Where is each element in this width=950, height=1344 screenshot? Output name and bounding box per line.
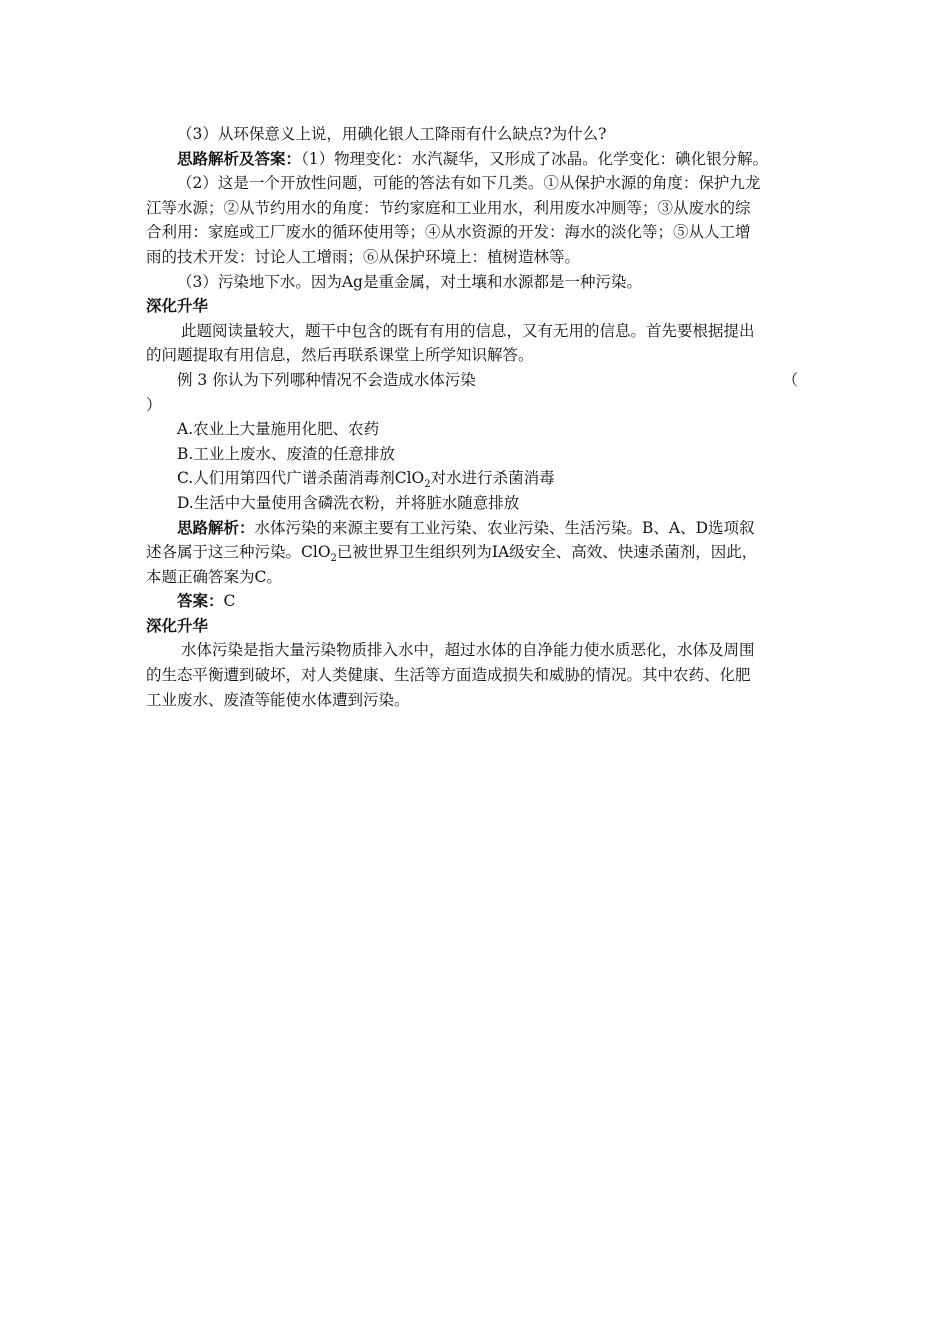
section-paragraph-line: 工业废水、废渣等能使水体遭到污染。 bbox=[146, 690, 410, 709]
section-paragraph-line: 水体污染是指大量污染物质排入水中，超过水体的自净能力使水质恶化，水体及周围 bbox=[181, 641, 755, 660]
question-3: （3）从环保意义上说，用碘化银人工降雨有什么缺点?为什么? bbox=[177, 125, 607, 143]
answer-part-3: （3）污染地下水。因为Ag是重金属，对土壤和水源都是一种污染。 bbox=[177, 272, 642, 291]
answer-blank-close: ） bbox=[146, 395, 162, 414]
final-answer bbox=[146, 589, 818, 614]
analysis-label: 思路解析： bbox=[177, 518, 255, 537]
answer-part-2-line: 合利用：家庭或工厂废水的循环使用等；④从水资源的开发：海水的淡化等；⑤从人工增 bbox=[146, 223, 751, 242]
analysis-text: 述各属于这三种污染。ClO bbox=[146, 543, 331, 562]
analysis-line bbox=[146, 540, 818, 565]
analysis-line: 本题正确答案为C。 bbox=[146, 567, 282, 586]
analysis-text: 已被世界卫生组织列为ⅠA级安全、高效、快速杀菌剂，因此， bbox=[336, 543, 758, 562]
section-heading: 深化升华 bbox=[146, 297, 209, 316]
answer-part-1-text: （1）物理变化：水汽凝华，又形成了冰晶。化学变化：碘化银分解。 bbox=[301, 149, 769, 168]
answer-blank-open: （ bbox=[782, 370, 798, 389]
option-d: D.生活中大量使用含磷洗衣粉，并将脏水随意排放 bbox=[177, 493, 520, 512]
section-heading: 深化升华 bbox=[146, 616, 209, 635]
final-answer-value: C bbox=[223, 592, 236, 611]
document-body bbox=[146, 122, 818, 712]
answer-part-1 bbox=[146, 147, 818, 172]
option-a: A.农业上大量施用化肥、农药 bbox=[177, 420, 380, 439]
subscript: 2 bbox=[330, 553, 337, 565]
answer-part-2-line: （2）这是一个开放性问题，可能的答法有如下几类。①从保护水源的角度：保护九龙 bbox=[177, 174, 761, 193]
section-paragraph-line: 的生态平衡遭到破坏，对人类健康、生活等方面造成损失和威胁的情况。其中农药、化肥 bbox=[146, 666, 751, 685]
option-c bbox=[146, 466, 818, 491]
analysis-text: 水体污染的来源主要有工业污染、农业污染、生活污染。B、A、D选项叙 bbox=[254, 518, 755, 537]
section-paragraph-line: 此题阅读量较大，题干中包含的既有有用的信息，又有无用的信息。首先要根据提出 bbox=[181, 321, 755, 340]
example-3-question-text: 例 3 你认为下列哪种情况不会造成水体污染 bbox=[177, 370, 476, 389]
answer-label: 思路解析及答案： bbox=[177, 149, 302, 168]
option-c-text: C.人们用第四代广谱杀菌消毒剂ClO bbox=[177, 469, 425, 488]
answer-part-2-line: 江等水源；②从节约用水的角度：节约家庭和工业用水，利用废水冲厕等；③从废水的综 bbox=[146, 198, 751, 217]
example-3-question bbox=[146, 368, 818, 393]
analysis-line bbox=[146, 516, 818, 541]
final-answer-label: 答案： bbox=[177, 592, 224, 611]
section-paragraph-line: 的问题提取有用信息，然后再联系课堂上所学知识解答。 bbox=[146, 346, 534, 365]
answer-part-2-line: 雨的技术开发：讨论人工增雨；⑥从保护环境上：植树造林等。 bbox=[146, 247, 581, 266]
subscript: 2 bbox=[424, 479, 431, 491]
option-c-text-end: 对水进行杀菌消毒 bbox=[430, 469, 555, 488]
option-b: B.工业上废水、废渣的任意排放 bbox=[177, 444, 395, 463]
